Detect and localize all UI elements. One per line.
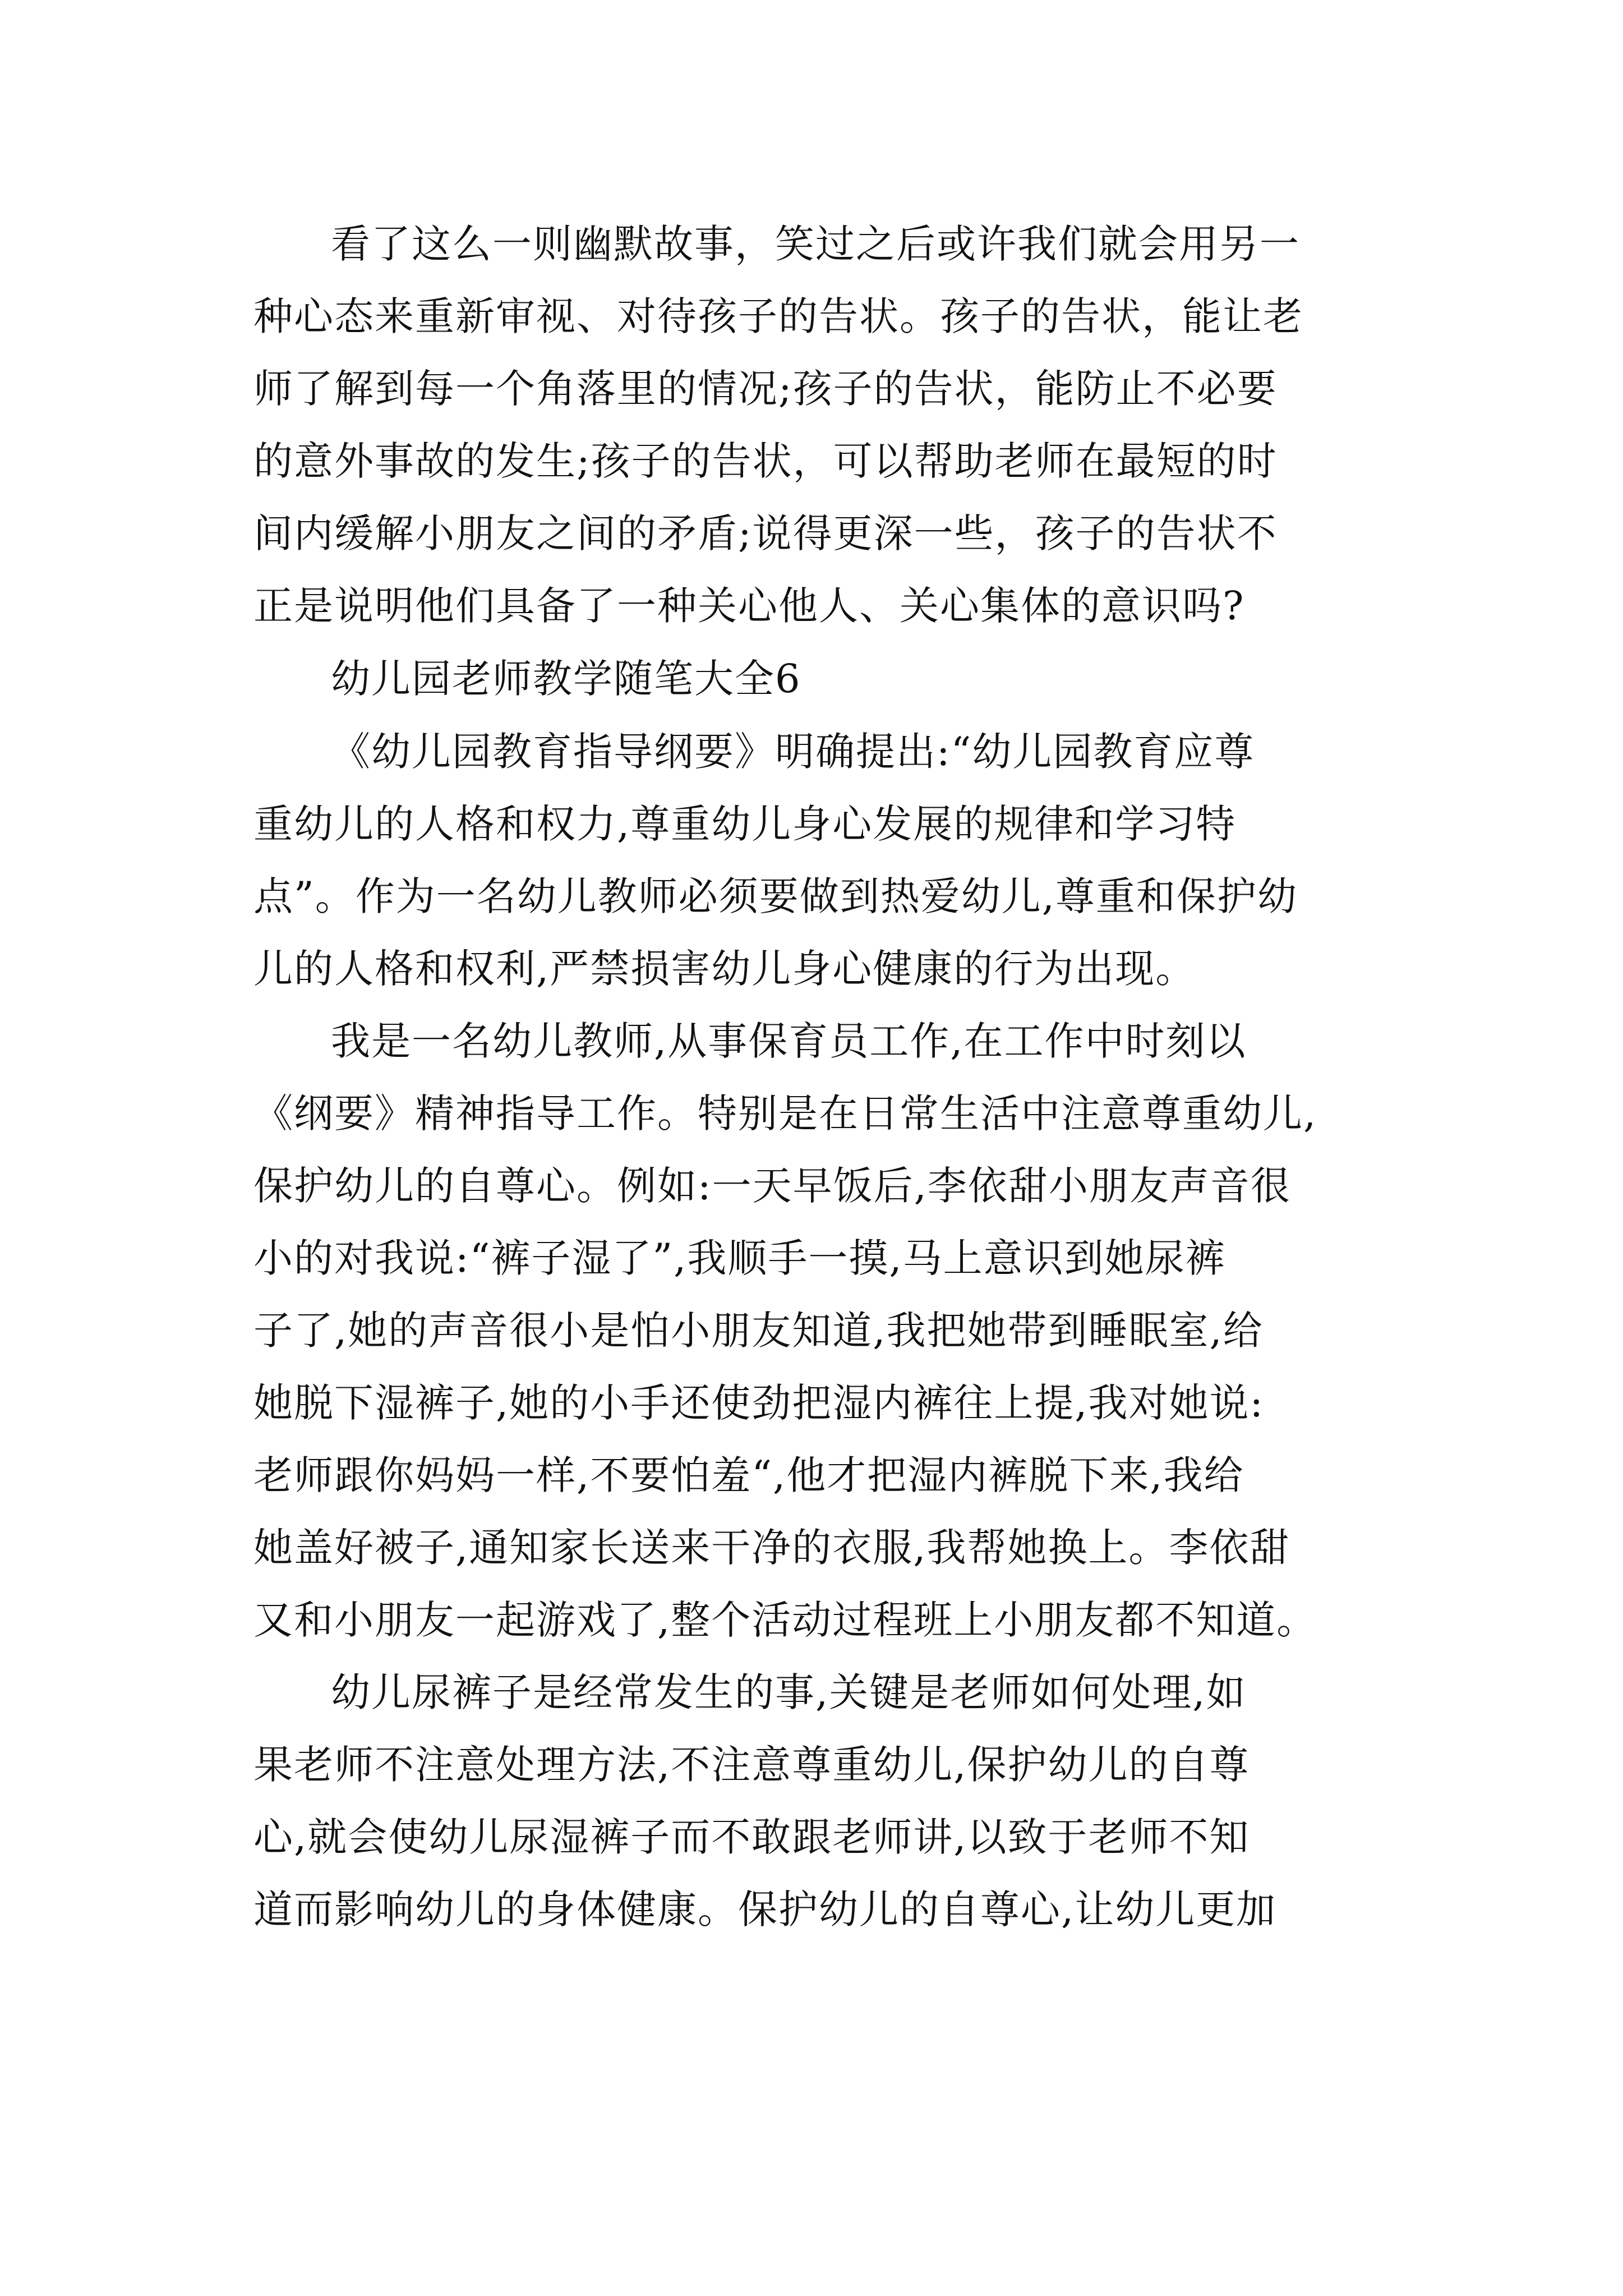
paragraph-line: 她脱下湿裤子,她的小手还使劲把湿内裤往上提,我对她说: — [253, 1380, 1265, 1426]
paragraph-line: 又和小朋友一起游戏了,整个活动过程班上小朋友都不知道。 — [253, 1597, 1317, 1643]
paragraph-line: 正是说明他们具备了一种关心他人、关心集体的意识吗? — [253, 583, 1245, 629]
paragraph-line: 幼儿尿裤子是经常发生的事,关键是老师如何处理,如 — [331, 1669, 1247, 1715]
paragraph-line: 《幼儿园教育指导纲要》明确提出:“幼儿园教育应尊 — [331, 729, 1255, 775]
paragraph-line: 心,就会使幼儿尿湿裤子而不敢跟老师讲,以致于老师不知 — [253, 1814, 1250, 1860]
paragraph-line: 子了,她的声音很小是怕小朋友知道,我把她带到睡眠室,给 — [253, 1308, 1264, 1354]
paragraph-line: 师了解到每一个角落里的情况;孩子的告状，能防止不必要 — [253, 366, 1278, 412]
paragraph-line: 老师跟你妈妈一样,不要怕羞“,他才把湿内裤脱下来,我给 — [253, 1452, 1244, 1498]
paragraph-line: 她盖好被子,通知家长送来干净的衣服,我帮她换上。李依甜 — [253, 1525, 1290, 1571]
paragraph-line: 点”。作为一名幼儿教师必须要做到热爱幼儿,尊重和保护幼 — [253, 873, 1298, 919]
paragraph-line: 《纲要》精神指导工作。特别是在日常生活中注意尊重幼儿, — [253, 1091, 1317, 1137]
paragraph-line: 果老师不注意处理方法,不注意尊重幼儿,保护幼儿的自尊 — [253, 1742, 1250, 1788]
paragraph-line: 重幼儿的人格和权力,尊重幼儿身心发展的规律和学习特 — [253, 801, 1237, 847]
paragraph-line: 的意外事故的发生;孩子的告状，可以帮助老师在最短的时 — [253, 438, 1278, 484]
paragraph-line: 小的对我说:“裤子湿了”,我顺手一摸,马上意识到她尿裤 — [253, 1235, 1226, 1281]
paragraph-line: 间内缓解小朋友之间的矛盾;说得更深一些，孩子的告状不 — [253, 510, 1278, 556]
paragraph-line: 看了这么一则幽默故事，笑过之后或许我们就会用另一 — [331, 221, 1300, 267]
section-heading: 幼儿园老师教学随笔大全6 — [331, 656, 801, 702]
paragraph-line: 儿的人格和权利,严禁损害幼儿身心健康的行为出现。 — [253, 946, 1196, 992]
paragraph-line: 保护幼儿的自尊心。例如:一天早饭后,李依甜小朋友声音很 — [253, 1163, 1291, 1209]
paragraph-line: 我是一名幼儿教师,从事保育员工作,在工作中时刻以 — [331, 1018, 1247, 1064]
paragraph-line: 种心态来重新审视、对待孩子的告状。孩子的告状，能让老 — [253, 293, 1303, 339]
paragraph-line: 道而影响幼儿的身体健康。保护幼儿的自尊心,让幼儿更加 — [253, 1887, 1277, 1932]
